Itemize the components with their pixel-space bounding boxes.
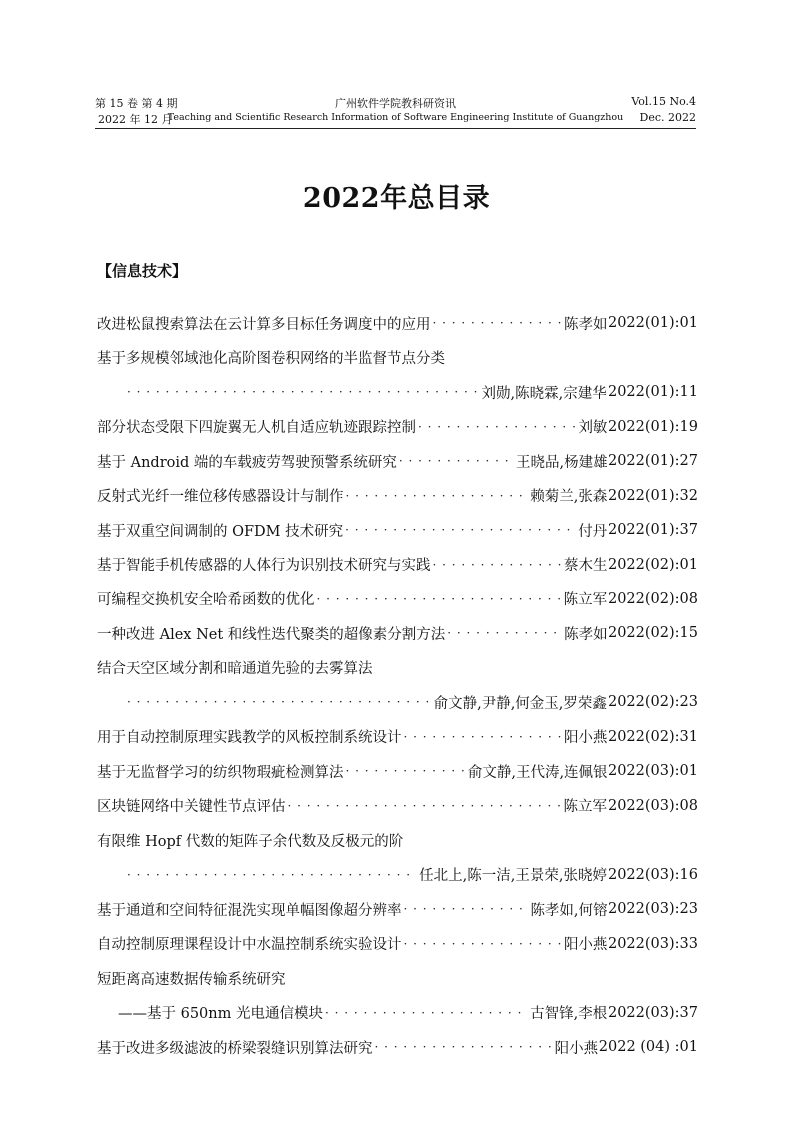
toc-entry[interactable] xyxy=(97,685,698,719)
entry-title: 基于改进多级滤波的桥梁裂缝识别算法研究 xyxy=(97,1040,373,1057)
entry-authors: 陈孝如 xyxy=(564,316,608,333)
entry-authors: 俞文静,王代涛,连佩银 xyxy=(467,764,608,781)
entry-reference: 2022(01):27 xyxy=(607,453,698,470)
dot-leader xyxy=(433,558,563,572)
entry-title: ——基于 650nm 光电通信模块 xyxy=(118,1006,323,1023)
entry-title: 部分状态受限下四旋翼无人机自适应轨迹跟踪控制 xyxy=(97,420,416,437)
entry-title: 基于无监督学习的纺织物瑕疵检测算法 xyxy=(97,764,344,781)
entry-authors: 陈立军 xyxy=(563,592,608,609)
volume-issue-en: Vol.15 No.4 xyxy=(631,95,696,108)
date-cn: 2022 年 12 月 xyxy=(98,113,173,126)
dot-leader xyxy=(127,695,432,709)
toc-entry[interactable] xyxy=(97,892,698,926)
entry-authors: 陈孝如 xyxy=(564,626,608,643)
toc-entry[interactable] xyxy=(97,478,698,512)
toc-entry[interactable] xyxy=(97,582,698,616)
toc-entry[interactable] xyxy=(97,926,698,960)
entry-title: 基于智能手机传感器的人体行为识别技术研究与实践 xyxy=(97,558,431,575)
dot-leader xyxy=(345,523,576,537)
entry-reference: 2022(03):23 xyxy=(607,901,698,918)
entry-authors: 任北上,陈一洁,王景荣,张晓婷 xyxy=(419,868,607,885)
entry-authors: 俞文静,尹静,何金玉,罗荣鑫 xyxy=(433,695,607,712)
dot-leader xyxy=(375,1040,553,1054)
toc-entry[interactable] xyxy=(97,375,698,409)
toc-entry[interactable] xyxy=(97,995,698,1029)
dot-leader xyxy=(127,868,417,882)
entry-reference: 2022 (04) :01 xyxy=(598,1039,698,1056)
toc-entry[interactable] xyxy=(97,444,698,478)
entry-reference: 2022(03):16 xyxy=(607,866,698,883)
entry-authors: 古智锋,李根 xyxy=(530,1006,608,1023)
entry-title: 结合天空区域分割和暗通道先验的去雾算法 xyxy=(97,661,373,678)
date-en: Dec. 2022 xyxy=(639,111,696,124)
entry-reference: 2022(02):08 xyxy=(607,590,698,607)
entry-title: 基于 Android 端的车载疲劳驾驶预警系统研究 xyxy=(97,454,397,471)
section-heading: 【信息技术】 xyxy=(97,262,188,280)
entry-reference: 2022(03):37 xyxy=(607,1004,698,1021)
entry-authors: 蔡木生 xyxy=(564,558,608,575)
entry-authors: 陈立军 xyxy=(563,799,608,816)
entry-authors: 刘勋,陈晓霖,宗建华 xyxy=(481,385,607,402)
dot-leader xyxy=(404,730,562,744)
dot-leader xyxy=(346,489,529,503)
toc-entry[interactable] xyxy=(97,961,698,995)
entry-title: 区块链网络中关键性节点评估 xyxy=(97,799,286,816)
dot-leader xyxy=(399,454,514,468)
dot-leader xyxy=(346,764,466,778)
toc-entry[interactable] xyxy=(97,409,698,443)
toc-entry[interactable] xyxy=(97,616,698,650)
toc-entry[interactable] xyxy=(97,547,698,581)
entry-authors: 阳小燕 xyxy=(554,1040,599,1057)
entry-title: 短距离高速数据传输系统研究 xyxy=(97,971,286,988)
dot-leader xyxy=(447,626,562,640)
entry-title: 基于多规模邻域池化高阶图卷积网络的半监督节点分类 xyxy=(97,351,445,368)
toc-entry[interactable] xyxy=(97,720,698,754)
dot-leader xyxy=(127,385,480,399)
toc-entry[interactable] xyxy=(97,513,698,547)
entry-title: 反射式光纤一维位移传感器设计与制作 xyxy=(97,489,344,506)
entry-title: 有限维 Hopf 代数的矩阵子余代数及反极元的阶 xyxy=(97,833,404,850)
entry-reference: 2022(03):01 xyxy=(607,763,698,780)
header-divider xyxy=(95,128,696,129)
entry-reference: 2022(01):32 xyxy=(607,487,698,504)
entry-authors: 王晓品,杨建雄 xyxy=(515,454,608,471)
entry-reference: 2022(02):23 xyxy=(607,694,698,711)
entry-reference: 2022(01):19 xyxy=(607,418,698,435)
toc-entry[interactable] xyxy=(97,754,698,788)
entry-reference: 2022(02):01 xyxy=(607,556,698,573)
dot-leader xyxy=(317,592,562,606)
dot-leader xyxy=(404,902,529,916)
dot-leader xyxy=(325,1006,528,1020)
contents-list xyxy=(97,306,698,1064)
entry-authors: 阳小燕 xyxy=(563,937,608,954)
entry-title: 基于双重空间调制的 OFDM 技术研究 xyxy=(97,523,344,540)
entry-reference: 2022(03):33 xyxy=(607,935,698,952)
entry-title: 基于通道和空间特征混洗实现单幅图像超分辨率 xyxy=(97,902,402,919)
volume-issue-cn: 第 15 卷 第 4 期 xyxy=(95,97,178,110)
journal-name-cn: 广州软件学院教科研资讯 xyxy=(335,97,456,110)
toc-entry[interactable] xyxy=(97,858,698,892)
entry-authors: 陈孝如,何镕 xyxy=(530,902,608,919)
entry-authors: 付丹 xyxy=(578,523,608,540)
dot-leader xyxy=(433,316,563,330)
toc-entry[interactable] xyxy=(97,1030,698,1064)
entry-authors: 阳小燕 xyxy=(563,730,608,747)
dot-leader xyxy=(404,937,562,951)
toc-entry[interactable] xyxy=(97,789,698,823)
entry-reference: 2022(01):37 xyxy=(607,522,698,539)
entry-reference: 2022(01):11 xyxy=(607,384,698,401)
toc-entry[interactable] xyxy=(97,306,698,340)
entry-authors: 刘敏 xyxy=(578,420,608,437)
toc-entry[interactable] xyxy=(97,340,698,374)
dot-leader xyxy=(288,799,562,813)
entry-reference: 2022(03):08 xyxy=(607,797,698,814)
entry-reference: 2022(01):01 xyxy=(607,315,698,332)
entry-reference: 2022(02):31 xyxy=(607,728,698,745)
entry-title: 用于自动控制原理实践教学的风板控制系统设计 xyxy=(97,730,402,747)
journal-name-en: Teaching and Scientific Research Information of Software Engineering Institute of Guangzhou xyxy=(167,112,624,123)
entry-title: 自动控制原理课程设计中水温控制系统实验设计 xyxy=(97,937,402,954)
entry-authors: 赖菊兰,张森 xyxy=(530,489,608,506)
entry-title: 可编程交换机安全哈希函数的优化 xyxy=(97,592,315,609)
entry-reference: 2022(02):15 xyxy=(607,625,698,642)
toc-entry[interactable] xyxy=(97,823,698,857)
running-header xyxy=(95,92,696,130)
page-title: 2022年总目录 xyxy=(302,183,491,214)
entry-title: 一种改进 Alex Net 和线性迭代聚类的超像素分割方法 xyxy=(97,626,446,643)
dot-leader xyxy=(418,420,576,434)
toc-entry[interactable] xyxy=(97,651,698,685)
entry-title: 改进松鼠搜索算法在云计算多目标任务调度中的应用 xyxy=(97,316,431,333)
